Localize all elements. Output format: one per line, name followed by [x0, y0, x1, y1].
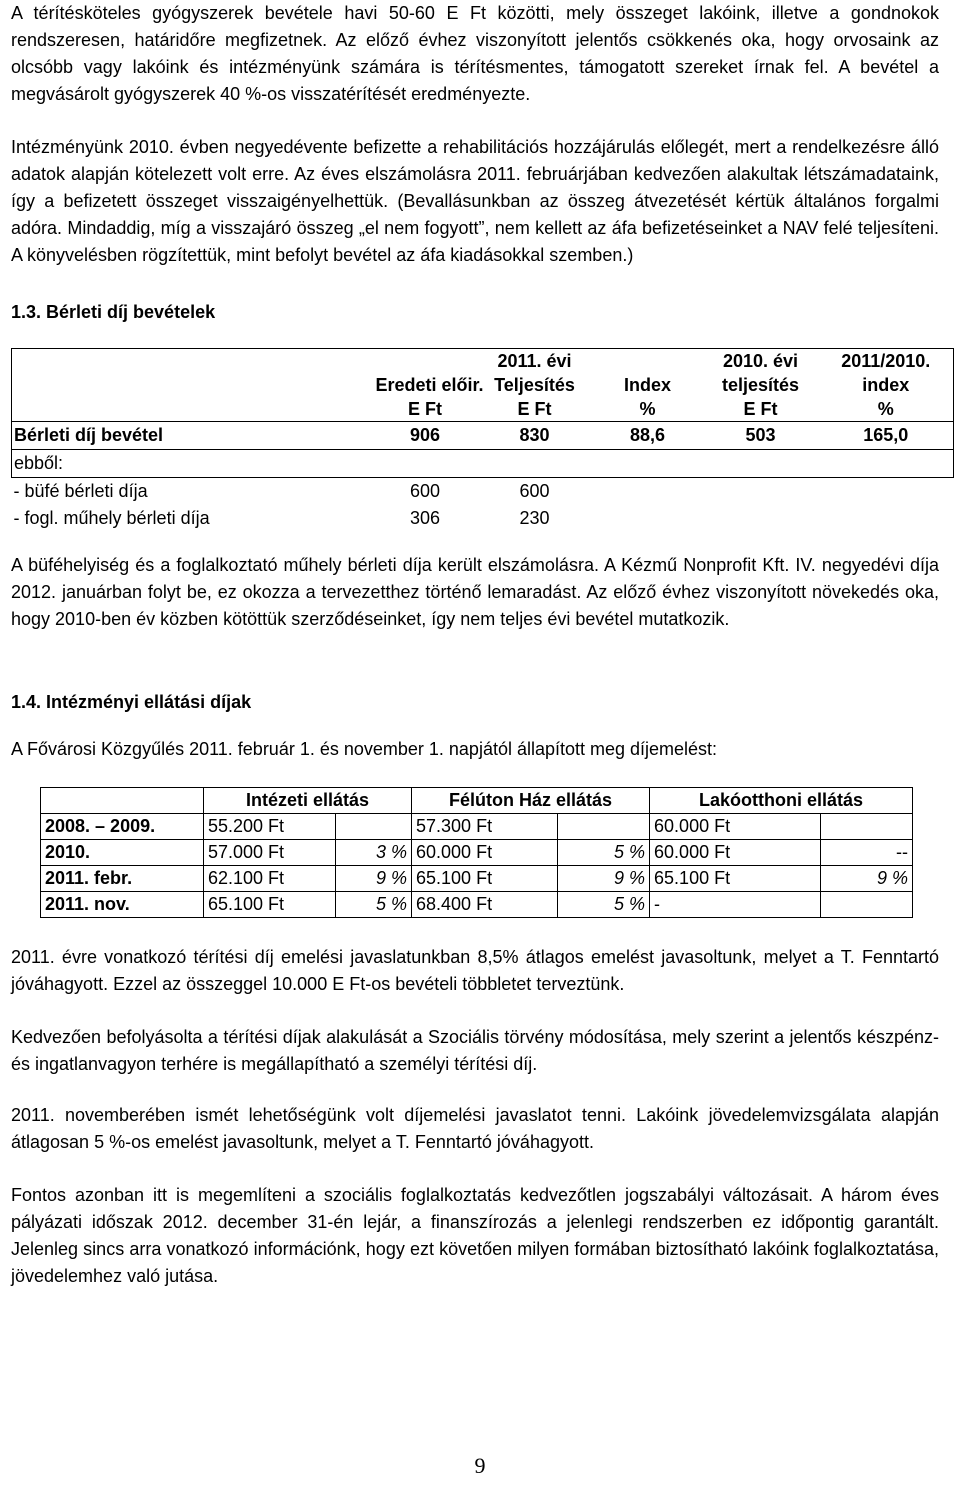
paragraph-2011-fee-proposal: 2011. évre vonatkozó térítési díj emelési javaslatunkban 8,5% átlagos emelést javasoltunk, melyet a T. Fenntartó jóváhagyott. Ezzel az összeggel 10.000 E Ft-os bevételi többletet terveztünk.	[11, 947, 939, 994]
header-telj-2011: 2011. évi Teljesítés E Ft	[477, 349, 593, 422]
document-page	[11, 0, 939, 1290]
rent-income-table	[11, 348, 954, 532]
header-telj-2010: 2010. évi teljesítés E Ft	[703, 349, 819, 422]
header-index: Index %	[593, 349, 703, 422]
fee-table-header-row	[41, 788, 913, 814]
table-row: ebből:	[12, 450, 954, 478]
heading-care-fees: 1.4. Intézményi ellátási díjak	[11, 692, 252, 712]
paragraph-rent-explanation: A büféhelyiség és a foglalkoztató műhely bérleti díja került elszámolásra. A Kézmű Nonprofit Kft. IV. negyedévi díja 2012. januárban folyt be, ez okozza a tervezetthez történő lemaradást. Az előző évhez viszonyított növekedés oka, hogy 2010-ben év közben kötöttük szerződéseinket, így nem teljes évi bevétel mutatkozik.	[11, 555, 939, 629]
table-row: Bérleti díj bevétel 906 830 88,6 503 165,0	[12, 422, 954, 450]
paragraph-employment-changes: Fontos azonban itt is megemlíteni a szociális foglalkoztatás kedvezőtlen jogszabályi változásait. A három éves pályázati időszak 2012. december 31-én lejár, a finanszírozás a jelenlegi rendszerben ez időpontig garantált. Jelenleg sincs arra vonatkozó információnk, hogy ezt követően milyen formában biztosítható lakóink foglalkoztatása, jövedelemhez való jutása.	[11, 1185, 939, 1286]
paragraph-medication-income: A térítésköteles gyógyszerek bevétele havi 50-60 E Ft közötti, mely összeget lakóink, illetve a gondnokok rendszeresen, határidőre megfizetnek. Az előző évhez viszonyított jelentős csökkenés oka, hogy orvosaink az olcsóbb vagy lakóink és intézményünk számára is térítésmentes, támogatott szereket írnak fel. A bevétel a megvásárolt gyógyszerek 40 %-os visszatérítését eredményezte.	[11, 3, 939, 104]
table-row: 2010. 57.000 Ft 3 % 60.000 Ft 5 % 60.000 Ft --	[41, 840, 913, 866]
header-index-2011-2010: 2011/2010. index %	[819, 349, 954, 422]
rent-table-header-row	[12, 349, 954, 422]
header-feluton: Félúton Ház ellátás	[412, 788, 650, 814]
page-number: 9	[474, 1453, 486, 1478]
table-row: 2011. nov. 65.100 Ft 5 % 68.400 Ft 5 % -	[41, 892, 913, 918]
header-eredeti: Eredeti előir. E Ft	[374, 349, 477, 422]
table-row: - büfé bérleti díja 600 600	[13, 481, 550, 501]
paragraph-rehab-contribution: Intézményünk 2010. évben negyedévente befizette a rehabilitációs hozzájárulás előlegét, mert a rendelkezésre álló adatok alapján kötelezett volt erre. Az éves elszámolásra 2011. februárjában kedvezően alakultak létszámadataink, így a befizetett összeget visszaigényelhettük. (Bevallásunkban az összeg átvezetését kértük általános forgalmi adóra. Mindaddig, míg a visszajáró összeg „el nem fogyott”, nem kellett az áfa befizetéseinket a NAV felé teljesíteni. A könyvelésben rögzítettük, mint befolyt bevétel az áfa kiadásokkal szemben.)	[11, 137, 939, 265]
care-fee-table	[40, 787, 913, 918]
paragraph-social-law-change: Kedvezően befolyásolta a térítési díjak alakulását a Szociális törvény módosítása, mely szerint a jelentős készpénz- és ingatlanvagyon terhére is megállapítható a személyi térítési díj.	[11, 1027, 939, 1074]
table-row: 2008. – 2009. 55.200 Ft 57.300 Ft 60.000 Ft	[41, 814, 913, 840]
heading-rent-income: 1.3. Bérleti díj bevételek	[11, 302, 216, 322]
header-intezeti: Intézeti ellátás	[204, 788, 412, 814]
paragraph-november-proposal: 2011. novemberében ismét lehetőségünk volt díjemelési javaslatot tenni. Lakóink jövedelemvizsgálata alapján átlagosan 5 %-os emelést javasoltunk, melyet a T. Fenntartó jóváhagyott.	[11, 1105, 939, 1152]
table-row: 2011. febr. 62.100 Ft 9 % 65.100 Ft 9 % 65.100 Ft 9 %	[41, 866, 913, 892]
paragraph-fee-increase-intro: A Fővárosi Közgyűlés 2011. február 1. és november 1. napjától állapított meg díjemelést:	[11, 739, 718, 759]
header-lakootthoni: Lakóotthoni ellátás	[650, 788, 913, 814]
table-row: - fogl. műhely bérleti díja 306 230	[13, 508, 550, 528]
